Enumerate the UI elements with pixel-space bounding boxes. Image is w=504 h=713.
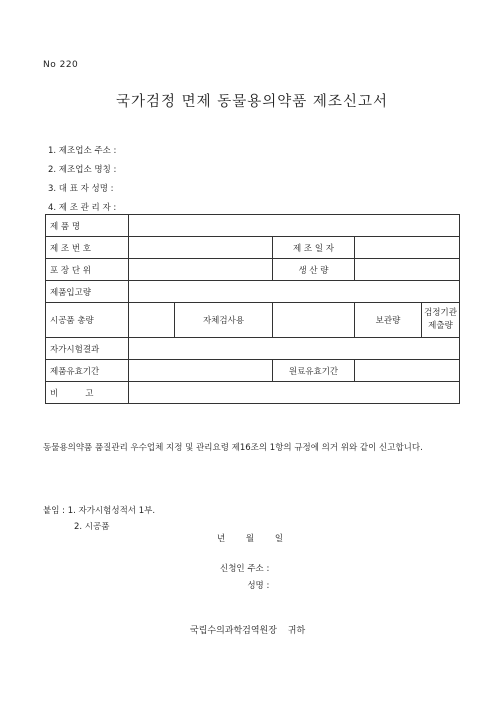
value-material-expiry[interactable] [355,360,460,382]
label-manufacture-date: 제 조 일 자 [273,237,355,259]
label-stock-qty: 제품입고량 [46,281,129,303]
declaration-statement: 동물용의약품 품질관리 우수업체 지정 및 관리요령 제16조의 1항의 규정에 의거 위와 같이 신고합니다. [43,443,423,453]
value-self-test-result[interactable] [129,338,460,360]
form-title: 국가검정 면제 동물용의약품 제조신고서 [116,94,388,110]
table-row [46,382,460,404]
label-remarks: 비 고 [46,382,129,404]
attachments-list [43,503,155,535]
attachments-label: 붙임 : [43,506,65,516]
value-manufacture-date[interactable] [355,237,460,259]
value-product-name[interactable] [129,215,460,237]
table-row [46,360,460,382]
value-stock-qty[interactable] [129,281,460,303]
label-package-unit: 포 장 단 위 [46,259,129,281]
date-line: 년 월 일 [217,534,284,544]
item-business-address: 1. 제조업소 주소 : [48,146,117,156]
label-product-expiry: 제품유효기간 [46,360,129,382]
applicant-signature-block [220,561,269,595]
applicant-name-label: 성명 : [247,581,270,591]
table-row [46,237,460,259]
value-remarks[interactable] [129,382,460,404]
applicant-info-list [48,142,116,218]
table-row [46,281,460,303]
item-representative-name: 3. 대 표 자 성명 : [48,184,114,194]
label-material-expiry: 원료유효기간 [273,360,355,382]
label-self-test-use: 자체검사용 [175,303,273,338]
label-lot-number: 제 조 번 호 [46,237,129,259]
table-row [46,303,460,338]
label-self-test-result: 자가시험결과 [46,338,129,360]
value-product-expiry[interactable] [129,360,273,382]
value-production-qty[interactable] [355,259,460,281]
value-sample-total[interactable] [129,303,175,338]
label-sample-total: 시공품 총량 [46,303,129,338]
table-row [46,215,460,237]
document-number: No 220 [43,60,79,70]
attachment-item-2: 2. 시공품 [74,522,110,532]
table-row [46,338,460,360]
label-agency-submit: 검정기관 제출량 [422,303,460,338]
item-business-name: 2. 제조업소 명칭 : [48,165,117,175]
table-row [46,259,460,281]
value-self-test-use[interactable] [273,303,355,338]
applicant-address-label: 신청인 주소 : [220,564,270,574]
item-production-manager: 4. 제 조 관 리 자 : [48,203,117,213]
product-info-table [45,214,460,404]
label-production-qty: 생 산 량 [273,259,355,281]
attachment-item-1: 1. 자가시험성적서 1부. [67,506,156,516]
addressee: 국립수의과학검역원장 귀하 [190,626,306,636]
label-product-name: 제 품 명 [46,215,129,237]
value-lot-number[interactable] [129,237,273,259]
value-package-unit[interactable] [129,259,273,281]
label-storage-qty: 보관량 [355,303,422,338]
